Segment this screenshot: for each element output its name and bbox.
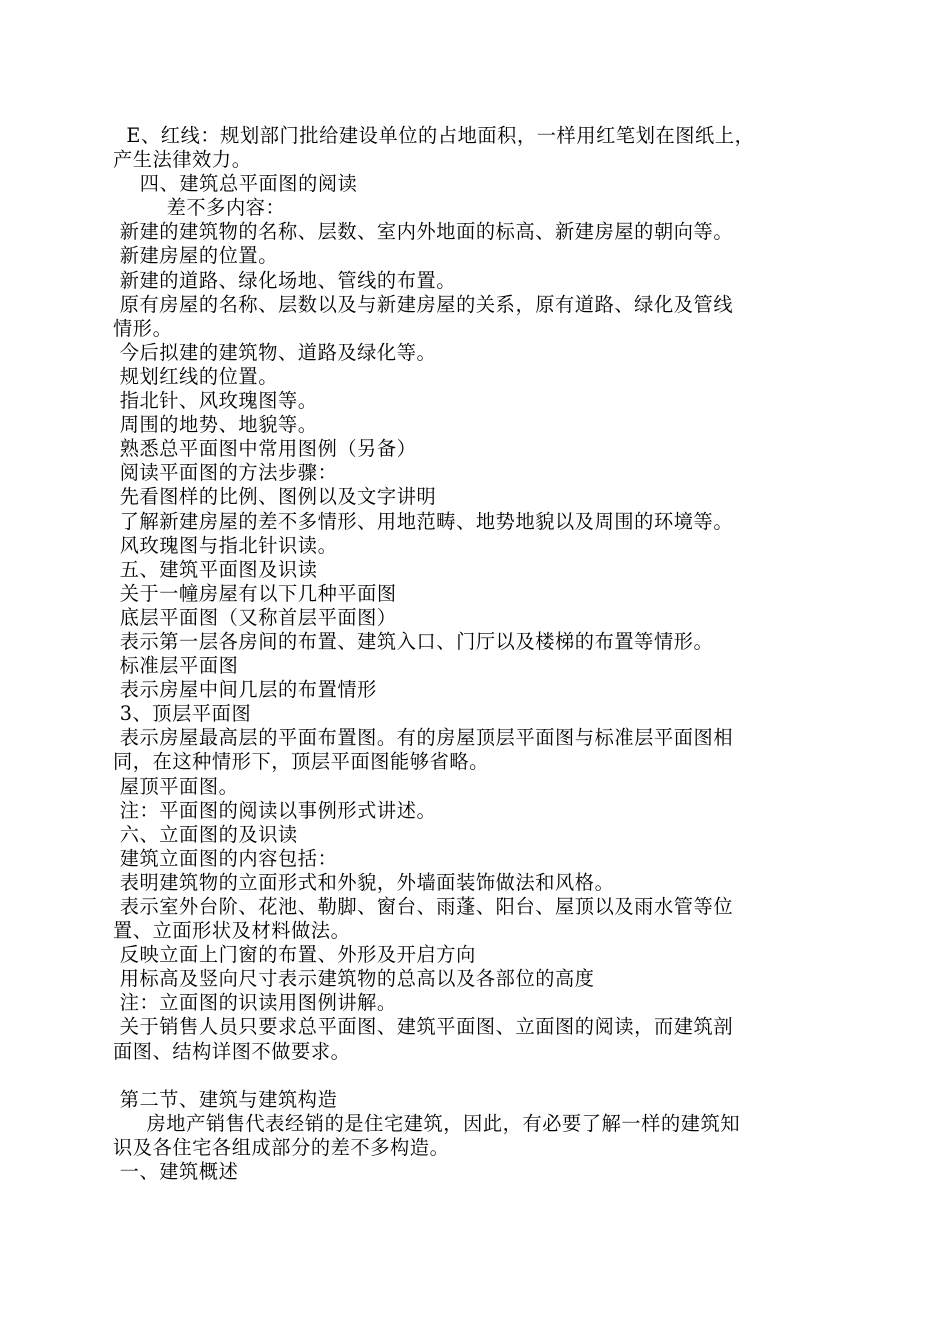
text-line: 底层平面图（又称首层平面图） [113,605,397,629]
section-heading: 五、建筑平面图及识读 [113,557,318,581]
text-line: 周围的地势、地貌等。 [113,413,318,437]
text-line: 新建的建筑物的名称、层数、室内外地面的标高、新建房屋的朝向等。 [113,220,734,244]
text-line: 了解新建房屋的差不多情形、用地范畴、地势地貌以及周围的环境等。 [113,509,734,533]
text-line: 表明建筑物的立面形式和外貌，外墙面装饰做法和风格。 [113,870,615,894]
text-line: 3、顶层平面图 [113,702,252,726]
text-line: 关于一幢房屋有以下几种平面图 [113,581,397,605]
section-heading: 第二节、建筑与建筑构造 [113,1087,338,1111]
text-line: 屋顶平面图。 [113,774,239,798]
text-line: 规划红线的位置。 [113,364,278,388]
text-line: 先看图样的比例、图例以及文字讲明 [113,485,437,509]
text-line: 风玫瑰图与指北针识读。 [113,533,338,557]
text-line: 表示室外台阶、花池、勒脚、窗台、雨蓬、阳台、屋顶以及雨水管等位 [113,895,734,918]
section-heading: 四、建筑总平面图的阅读 [113,172,358,196]
text-line: 注：平面图的阅读以事例形式讲述。 [113,798,437,822]
section-heading: 六、立面图的及识读 [113,822,298,846]
text-line: 今后拟建的建筑物、道路及绿化等。 [113,340,437,364]
text-line: 置、立面形状及材料做法。 [113,919,351,943]
text-line: E、红线：规划部门批给建设单位的占地面积，一样用红笔划在图纸上， [113,124,755,147]
text-line: 同，在这种情形下，顶层平面图能够省略。 [113,750,489,774]
text-line: 用标高及竖向尺寸表示建筑物的总高以及各部位的高度 [113,967,595,991]
text-line: 差不多内容： [113,196,286,220]
text-line: 表示房屋最高层的平面布置图。有的房屋顶层平面图与标准层平面图相 [113,726,734,750]
text-line: 注：立面图的识读用图例讲解。 [113,991,397,1015]
text-line: 原有房屋的名称、层数以及与新建房屋的关系，原有道路、绿化及管线 [113,292,734,316]
text-line: 指北针、风玫瑰图等。 [113,389,318,413]
text-line: 表示房屋中间几层的布置情形 [113,678,377,702]
text-line: 关于销售人员只要求总平面图、建筑平面图、立面图的阅读，而建筑剖 [113,1015,734,1039]
text-line: 表示第一层各房间的布置、建筑入口、门厅以及楼梯的布置等情形。 [113,629,714,653]
text-line: 熟悉总平面图中常用图例（另备） [113,437,417,461]
text-line: 情形。 [113,316,173,340]
text-line: 面图、结构详图不做要求。 [113,1039,351,1063]
text-line: 阅读平面图的方法步骤： [113,461,338,485]
blank-line [113,1064,825,1088]
text-line: 反映立面上门窗的布置、外形及开启方向 [113,943,476,967]
section-heading: 一、建筑概述 [113,1160,239,1184]
document-body [113,124,825,1184]
text-line: 标准层平面图 [113,654,239,678]
text-line: 房地产销售代表经销的是住宅建筑，因此，有必要了解一样的建筑知 [113,1111,741,1135]
text-line: 产生法律效力。 [113,148,252,172]
text-line: 新建房屋的位置。 [113,244,278,268]
text-line: 识及各住宅各组成部分的差不多构造。 [113,1135,450,1159]
text-line: 新建的道路、绿化场地、管线的布置。 [113,268,457,292]
text-line: 建筑立面图的内容包括： [113,846,338,870]
